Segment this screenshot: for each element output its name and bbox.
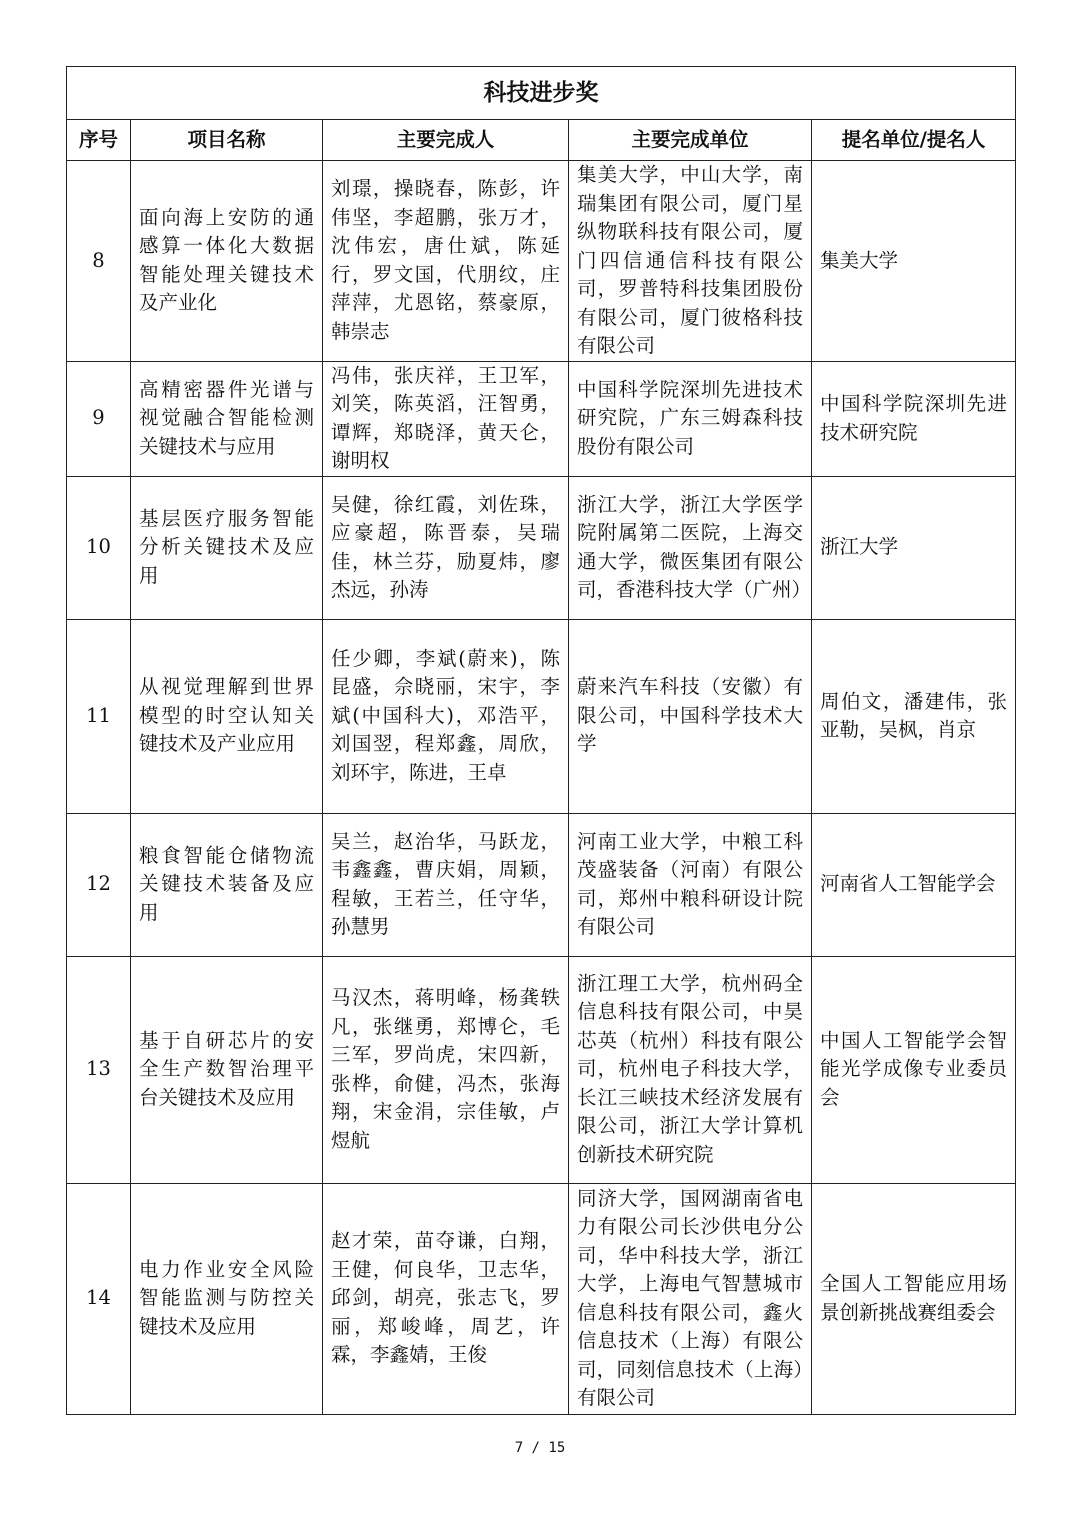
nominator: 中国人工智能学会智能光学成像专业委员会 — [812, 956, 1016, 1183]
main-people: 吴兰，赵治华，马跃龙，韦鑫鑫，曹庆娟，周颖，程敏，王若兰，任守华，孙慧男 — [323, 813, 569, 956]
main-people: 吴健，徐红霞，刘佐珠，应豪超，陈晋泰，吴瑞佳，林兰芬，励夏炜，廖杰远，孙涛 — [323, 476, 569, 619]
table-row — [67, 1183, 1016, 1414]
main-people: 任少卿，李斌(蔚来)，陈昆盛，佘晓丽，宋宇，李斌(中国科大)，邓浩平，刘国翌，程郑鑫，周欣，刘环宇，陈进，王卓 — [323, 619, 569, 813]
row-number: 13 — [67, 956, 131, 1183]
row-number: 11 — [67, 619, 131, 813]
nominator: 中国科学院深圳先进技术研究院 — [812, 361, 1016, 476]
header-nominator: 提名单位/提名人 — [812, 120, 1016, 161]
main-units: 中国科学院深圳先进技术研究院，广东三姆森科技股份有限公司 — [569, 361, 812, 476]
main-units: 河南工业大学，中粮工科茂盛装备（河南）有限公司，郑州中粮科研设计院有限公司 — [569, 813, 812, 956]
main-people: 马汉杰，蒋明峰，杨龚轶凡，张继勇，郑博仑，毛三军，罗尚虎，宋四新，张桦，俞健，冯杰，张海翔，宋金涓，宗佳敏，卢煜航 — [323, 956, 569, 1183]
header-row — [67, 120, 1016, 161]
main-units: 浙江大学，浙江大学医学院附属第二医院，上海交通大学，微医集团有限公司，香港科技大学（广州） — [569, 476, 812, 619]
main-people: 冯伟，张庆祥，王卫军，刘笑，陈英滔，汪智勇，谭辉，郑晓泽，黄天仑，谢明权 — [323, 361, 569, 476]
project-name: 基于自研芯片的安全生产数智治理平台关键技术及应用 — [131, 956, 323, 1183]
project-name: 粮食智能仓储物流关键技术装备及应用 — [131, 813, 323, 956]
nominator: 浙江大学 — [812, 476, 1016, 619]
table-row — [67, 813, 1016, 956]
header-people: 主要完成人 — [323, 120, 569, 161]
main-units: 同济大学，国网湖南省电力有限公司长沙供电分公司，华中科技大学，浙江大学，上海电气智慧城市信息科技有限公司，鑫火信息技术（上海）有限公司，同刻信息技术（上海）有限公司 — [569, 1183, 812, 1414]
header-units: 主要完成单位 — [569, 120, 812, 161]
nominator: 集美大学 — [812, 161, 1016, 362]
table-row — [67, 956, 1016, 1183]
row-number: 12 — [67, 813, 131, 956]
table-row — [67, 619, 1016, 813]
project-name: 面向海上安防的通感算一体化大数据智能处理关键技术及产业化 — [131, 161, 323, 362]
table-title: 科技进步奖 — [67, 67, 1016, 120]
main-units: 蔚来汽车科技（安徽）有限公司，中国科学技术大学 — [569, 619, 812, 813]
project-name: 基层医疗服务智能分析关键技术及应用 — [131, 476, 323, 619]
table-row — [67, 476, 1016, 619]
nominator: 全国人工智能应用场景创新挑战赛组委会 — [812, 1183, 1016, 1414]
project-name: 电力作业安全风险智能监测与防控关键技术及应用 — [131, 1183, 323, 1414]
project-name: 高精密器件光谱与视觉融合智能检测关键技术与应用 — [131, 361, 323, 476]
main-people: 赵才荣，苗夺谦，白翔，王健，何良华，卫志华，邱剑，胡亮，张志飞，罗丽，郑峻峰，周艺，许霖，李鑫婧，王俊 — [323, 1183, 569, 1414]
table-row — [67, 161, 1016, 362]
row-number: 8 — [67, 161, 131, 362]
row-number: 9 — [67, 361, 131, 476]
row-number: 14 — [67, 1183, 131, 1414]
header-project: 项目名称 — [131, 120, 323, 161]
award-table — [66, 66, 1016, 1415]
nominator: 河南省人工智能学会 — [812, 813, 1016, 956]
main-units: 浙江理工大学，杭州码全信息科技有限公司，中昊芯英（杭州）科技有限公司，杭州电子科技大学，长江三峡技术经济发展有限公司，浙江大学计算机创新技术研究院 — [569, 956, 812, 1183]
table-row — [67, 361, 1016, 476]
project-name: 从视觉理解到世界模型的时空认知关键技术及产业应用 — [131, 619, 323, 813]
page-number: 7 / 15 — [514, 1440, 566, 1456]
header-no: 序号 — [67, 120, 131, 161]
row-number: 10 — [67, 476, 131, 619]
nominator: 周伯文，潘建伟，张亚勒，吴枫，肖京 — [812, 619, 1016, 813]
main-units: 集美大学，中山大学，南瑞集团有限公司，厦门星纵物联科技有限公司，厦门四信通信科技有限公司，罗普特科技集团股份有限公司，厦门彼格科技有限公司 — [569, 161, 812, 362]
main-people: 刘璟，操晓春，陈彭，许伟坚，李超鹏，张万才，沈伟宏，唐仕斌，陈延行，罗文国，代朋纹，庄萍萍，尤恩铭，蔡豪原，韩崇志 — [323, 161, 569, 362]
